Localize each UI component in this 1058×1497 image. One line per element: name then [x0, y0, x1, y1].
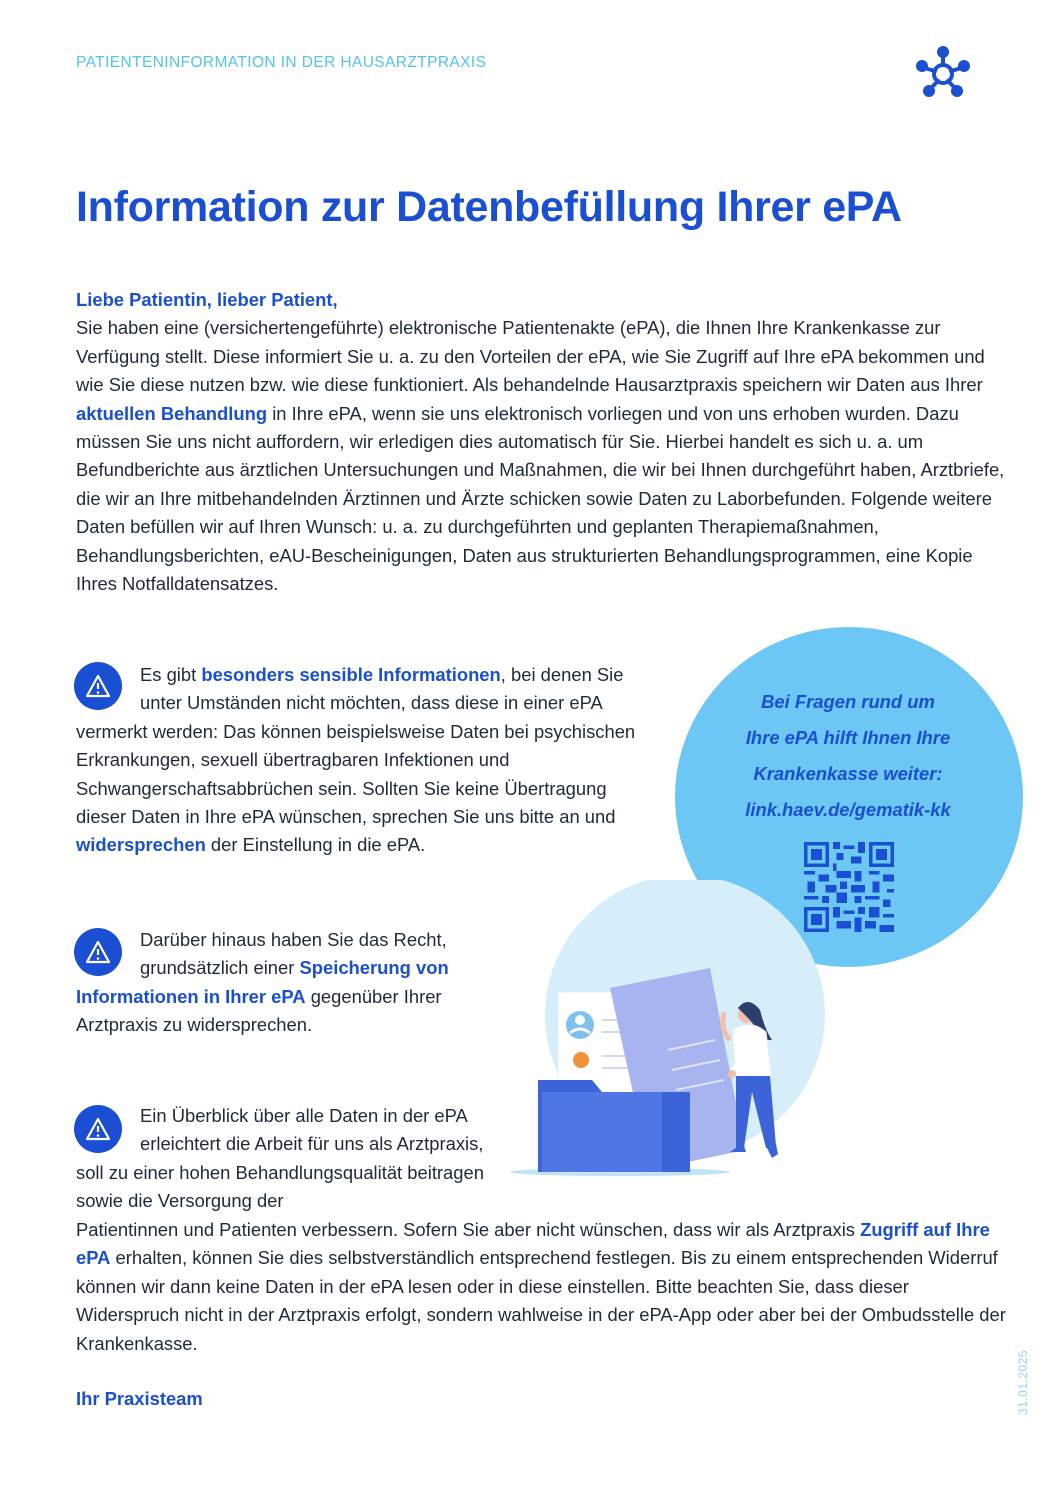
- intro-paragraph: [76, 286, 1006, 598]
- highlight-current-treatment: aktuellen Behandlung: [76, 402, 268, 424]
- outro-paragraph: [76, 1216, 1006, 1358]
- notice-1-text-2: , bei denen Sie unter Umständen nicht möchten, dass diese in einer ePA vermerkt werden: Das können beispielsweise Daten bei psychischen Erkrankungen, sexuell übertragbaren Infektionen und Schwangerschaftsabbrüchen sein. Sollten Sie keine Übertragung dieser Daten in Ihre ePA wünschen, sprechen Sie uns bitte an und: [76, 664, 636, 828]
- outro-text-1: Patientinnen und Patienten verbessern. Sofern Sie aber nicht wünschen, dass wir als Arztpraxis: [76, 1219, 861, 1240]
- outro-highlight-access: Zugriff auf Ihre ePA: [76, 1219, 990, 1269]
- info-link[interactable]: link.haev.de/gematik-kk: [745, 799, 951, 820]
- signature: Ihr Praxisteam: [76, 1388, 203, 1409]
- info-line-3: Krankenkasse weiter:: [753, 763, 943, 784]
- notice-2-text-1: Darüber hinaus haben Sie das Recht, grundsätzlich einer: [140, 929, 447, 979]
- info-line-1: Bei Fragen rund um: [761, 691, 935, 712]
- outro-text-2: erhalten, können Sie dies selbstverständlich entsprechend festlegen. Bis zu einem entsprechenden Widerruf können wir dann keine Daten in der ePA lesen oder in diese einstellen. Bitte beachten Sie, dass dieser Widerspruch nicht in der Arztpraxis erfolgt, sondern wahlweise in der ePA-App oder aber bei der Ombudsstelle der Krankenkasse.: [76, 1247, 1006, 1354]
- notice-3-text-1: Ein Überblick über alle Daten in der ePA erleichtert die Arbeit für uns als Arztpraxis, soll zu einer hohen Behandlungsqualität beitragen sowie die Versorgung der: [76, 1105, 484, 1212]
- intro-text-1: Sie haben eine (versichertengeführte) elektronische Patientenakte (ePA), die Ihnen Ihre Krankenkasse zur Verfügung stellt. Diese informiert Sie u. a. zu den Vorteilen der ePA, wie Sie Zugriff auf Ihre ePA bekommen und wie Sie diese nutzen bzw. wie diese funktioniert. Als behandelnde Hausarztpraxis speichern wir Daten aus Ihrer: [76, 317, 985, 396]
- document-kicker: PATIENTENINFORMATION IN DER HAUSARZTPRAXIS: [76, 54, 487, 71]
- notice-2-highlight-1: Speicherung von Informationen in Ihrer ePA: [76, 957, 449, 1007]
- notice-2-text-2: gegenüber Ihrer Arztpraxis zu widersprechen.: [76, 985, 442, 1036]
- notice-1-text-1: Es gibt: [140, 664, 202, 685]
- association-logo-icon: [913, 44, 973, 104]
- intro-text-2: in Ihre ePA, wenn sie uns elektronisch vorliegen und von uns erhoben wurden. Dazu müssen Sie uns nicht auffordern, wir erledigen dies automatisch für Sie. Hierbei handelt es sich u. a. um Befundberichte aus ärztlichen Untersuchungen und Maßnahmen, die wir bei Ihnen durchgeführt haben, Arztbriefe, die wir an Ihre mitbehandelnden Ärztinnen und Ärzte schicken sowie Daten zu Laborbefunden. Folgende weitere Daten befüllen wir auf Ihren Wunsch: u. a. zu durchgeführten und geplanten Therapiemaßnahmen, Behandlungsberichten, eAU-Bescheinigungen, Daten aus strukturierten Behandlungsprogrammen, eine Kopie Ihres Notfalldatensatzes.: [76, 402, 1005, 595]
- notice-1-highlight-2: widersprechen: [76, 834, 206, 856]
- notice-sensitive-data: [76, 661, 656, 860]
- info-line-2: Ihre ePA hilft Ihnen Ihre: [745, 727, 951, 748]
- document-date: 31.01.2025: [1016, 1349, 1030, 1415]
- info-circle-text: [708, 684, 988, 828]
- notice-right-to-object: [76, 926, 488, 1040]
- documents-illustration: [510, 880, 830, 1190]
- notice-overview: [76, 1102, 496, 1216]
- page-title: Information zur Datenbefüllung Ihrer ePA: [76, 183, 902, 231]
- greeting: Liebe Patientin, lieber Patient,: [76, 289, 338, 310]
- notice-1-text-3: der Einstellung in die ePA.: [205, 834, 426, 856]
- notice-1-highlight-1: besonders sensible Informationen: [201, 664, 501, 685]
